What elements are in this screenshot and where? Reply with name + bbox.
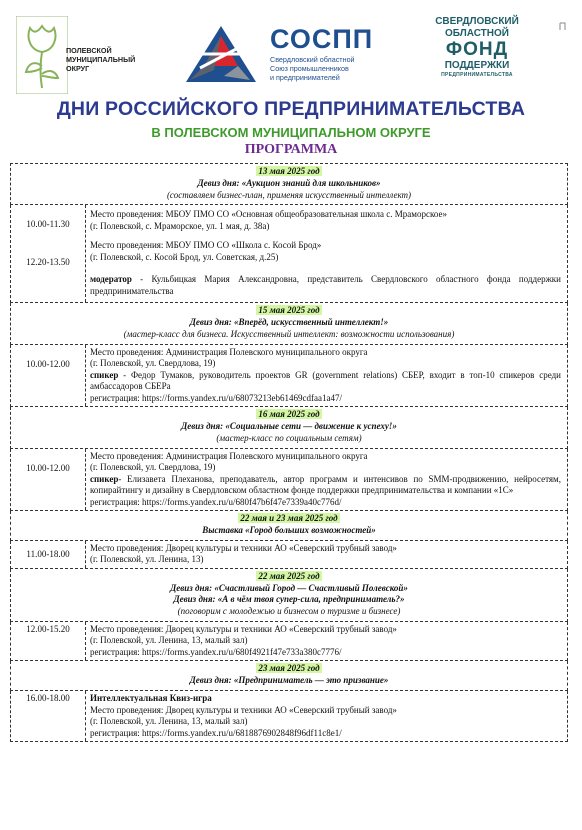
event-time: 10.00-11.30: [26, 219, 70, 230]
event-venue: Место проведения: Дворец культуры и техники АО «Северский трубный завод»: [90, 542, 397, 553]
day-header-row: [10, 303, 568, 344]
day-header: [11, 303, 567, 343]
sospp-sub-line: и предпринимателей: [270, 73, 340, 82]
day-header: [11, 511, 567, 540]
day-header-row: [10, 407, 568, 448]
day-motto: Девиз дня: «Предприниматель — это призвание»: [189, 675, 389, 686]
event-row: [10, 691, 568, 742]
event-speaker: [90, 474, 561, 497]
event-times: [11, 205, 86, 302]
speaker-label: спикер: [90, 369, 119, 380]
day-motto: Девиз дня: «Аукцион знаний для школьников»: [197, 177, 381, 188]
sospp-sub-line: Союз промышленников: [270, 64, 349, 73]
event-time: 11.00-18.00: [26, 548, 70, 559]
sofpp-logo: [422, 16, 532, 79]
day-motto: Девиз дня: «Вперёд, искусственный интеллект!»: [189, 317, 389, 328]
logo1-text: [66, 46, 156, 73]
event-times: [11, 691, 86, 741]
sofpp-line: ПОДДЕРЖКИ: [444, 60, 510, 71]
speaker-text: - Федор Тумаков, руководитель проектов GR (government relations) СБЕР, входит в топ-10 спикеров среди амбассадоров СБЕРа: [90, 369, 561, 392]
logos-bar: [0, 0, 582, 98]
sofpp-line: ФОНД: [445, 39, 509, 60]
event-address: (г. Полевской, ул. Ленина, 13): [90, 554, 204, 565]
event-row: [10, 541, 568, 569]
page-title: ДНИ РОССИЙСКОГО ПРЕДПРИНИМАТЕЛЬСТВА: [56, 98, 526, 120]
logo1-line: ПОЛЕВСКОЙ: [66, 46, 112, 55]
sospp-subtitle: [270, 55, 390, 82]
sospp-sub-line: Свердловский областной: [270, 55, 355, 64]
day-note: (поговорим с молодежью и бизнесом о туризме и бизнесе): [177, 606, 401, 617]
event-row: [10, 345, 568, 408]
event-address: (г. Полевской, ул. Свердлова, 19): [90, 358, 216, 369]
event-speaker: [90, 370, 561, 393]
speaker-text: - Елизавета Плеханова, преподаватель, автор программ и интенсивов по SMM-продвижению, нейросетям, копирайтингу и дизайну в Свердловском областном фонде поддержки предпринимательства и компании «1С»: [90, 473, 561, 496]
event-times: [11, 541, 86, 568]
event-info: [86, 345, 567, 407]
sofpp-line: ПРЕДПРИНИМАТЕЛЬСТВА: [441, 72, 513, 78]
event-venue: Место проведения: Администрация Полевского муниципального округа: [90, 450, 368, 461]
sofpp-line: СВЕРДЛОВСКИЙ: [435, 16, 519, 27]
day-header: [11, 407, 567, 447]
sospp-logo-icon: [184, 24, 258, 88]
event-times: [11, 345, 86, 407]
event-times: [11, 622, 86, 661]
day-note: (мастер-класс по социальным сетям): [216, 432, 362, 443]
event-address: (г. Полевской, с. Косой Брод, ул. Советская, д.25): [90, 251, 279, 262]
event-address: (г. Полевской, ул. Ленина, 13, малый зал): [90, 716, 248, 727]
event-venue: Место проведения: МБОУ ПМО СО «Основная общеобразовательная школа с. Мраморское»: [90, 209, 447, 220]
moderator-text: - Кульбицкая Мария Александровна, представитель Свердловского областного фонда поддержки предпринимательства: [90, 274, 561, 296]
event-venue: Место проведения: МБОУ ПМО СО «Школа с. Косой Брод»: [90, 240, 322, 251]
page-subtitle: В ПОЛЕВСКОМ МУНИЦИПАЛЬНОМ ОКРУГЕ: [151, 125, 431, 140]
program-label: ПРОГРАММА: [244, 142, 338, 157]
event-address: (г. Полевской, ул. Свердлова, 19): [90, 462, 216, 473]
event-time: 12.20-13.50: [26, 256, 70, 267]
registration-link[interactable]: регистрация: https://forms.yandex.ru/u/6818876902848f96df11c8e1/: [90, 727, 342, 738]
day-note: (составляем бизнес-план, применяя искусственный интеллект): [166, 189, 412, 200]
event-time: 10.00-12.00: [26, 462, 70, 473]
event-venue: Место проведения: Дворец культуры и техники АО «Северский трубный завод»: [90, 623, 397, 634]
event-time: 16.00-18.00: [26, 693, 70, 704]
page-corner-icon: [559, 22, 567, 31]
day-motto: Девиз дня: «Счастливый Город — Счастливый Полевской»: [170, 582, 408, 593]
day-note: (мастер-класс для бизнеса. Искусственный интеллект: возможности использования): [123, 328, 455, 339]
event-info: [86, 691, 567, 741]
event-info: [86, 622, 567, 661]
day-header: [11, 661, 567, 690]
event-moderator: [90, 274, 561, 297]
sospp-title: СОСПП: [270, 24, 374, 54]
event-address: (г. Полевской, ул. Ленина, 13, малый зал): [90, 635, 248, 646]
day-motto: Девиз дня: «Социальные сети — движение к успеху!»: [181, 421, 397, 432]
day-header: [11, 164, 567, 204]
day-date: 15 мая 2025 год: [258, 305, 320, 316]
program-table: [10, 163, 568, 742]
event-row: [10, 449, 568, 512]
event-address: (г. Полевской, с. Мраморское, ул. 1 мая, д. 38а): [90, 220, 270, 231]
event-row: [10, 205, 568, 303]
day-date: 16 мая 2025 год: [258, 409, 320, 420]
speaker-label: спикер: [90, 473, 119, 484]
event-time: 10.00-12.00: [26, 358, 70, 369]
event-times: [11, 449, 86, 511]
day-date: 23 мая 2025 год: [258, 663, 320, 674]
logo1-line: МУНИЦИПАЛЬНЫЙ: [66, 55, 136, 64]
event-venue: Место проведения: Администрация Полевского муниципального округа: [90, 346, 368, 357]
registration-link[interactable]: регистрация: https://forms.yandex.ru/u/680f47b6f47e7339a40c776d/: [90, 496, 342, 507]
day-motto: Девиз дня: «А в чём твоя супер-сила, предприниматель?»: [173, 594, 405, 605]
moderator-label: модератор: [90, 274, 132, 285]
registration-link[interactable]: регистрация: https://forms.yandex.ru/u/68073213eb61469cdfaa1a47/: [90, 392, 343, 403]
event-info: [86, 205, 567, 302]
registration-link[interactable]: регистрация: https://forms.yandex.ru/u/680f4921f47e733a380c7776/: [90, 646, 342, 657]
day-header-row: [10, 511, 568, 541]
event-info: [86, 449, 567, 511]
logo1-line: ОКРУГ: [66, 64, 90, 73]
day-header-row: [10, 661, 568, 691]
day-date: 22 мая и 23 мая 2025 год: [240, 513, 338, 524]
day-date: 13 мая 2025 год: [258, 166, 320, 176]
event-row: [10, 622, 568, 662]
sofpp-line: ОБЛАСТНОЙ: [445, 28, 509, 39]
event-time: 12.00-15.20: [26, 623, 70, 634]
day-header-row: [10, 163, 568, 205]
polevskoy-tulip-logo-icon: [16, 16, 68, 94]
day-header-row: [10, 569, 568, 622]
day-date: 22 мая 2025 год: [258, 570, 320, 581]
day-motto: Выставка «Город больших возможностей»: [202, 524, 376, 535]
event-venue: Место проведения: Дворец культуры и техники АО «Северский трубный завод»: [90, 704, 397, 715]
event-info: [86, 541, 567, 568]
event-heading: Интеллектуальная Квиз-игра: [90, 693, 212, 704]
day-header: [11, 569, 567, 621]
